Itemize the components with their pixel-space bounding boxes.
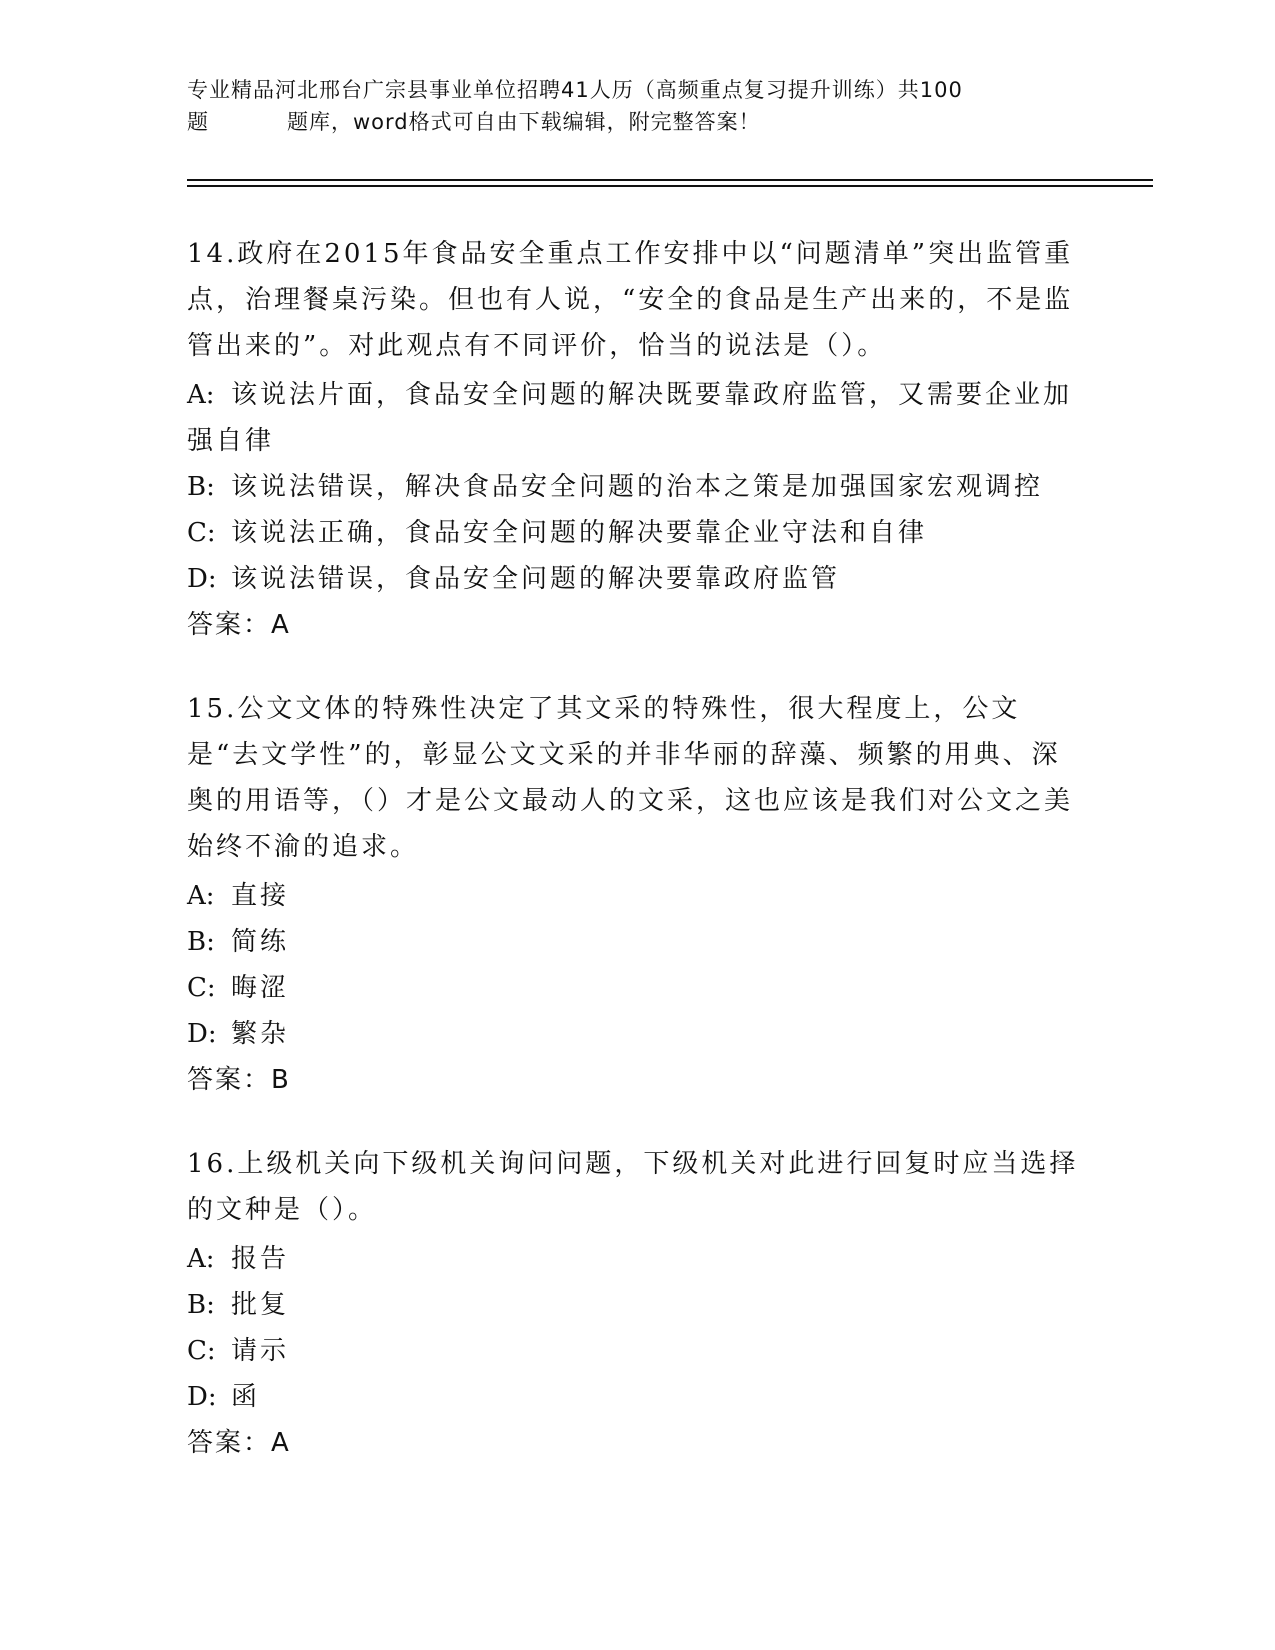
question-16 <box>187 1141 1087 1466</box>
option-d <box>187 1374 1087 1420</box>
document-header <box>187 74 1087 138</box>
option-text: 该说法片面，食品安全问题的解决既要靠政府监管，又需要企业加强自律 <box>187 380 1073 456</box>
option-text: 晦涩 <box>231 973 290 1003</box>
option-d <box>187 1011 1087 1057</box>
answer-line: 答案：A <box>187 1428 291 1458</box>
option-letter: C: <box>187 518 216 548</box>
option-text: 报告 <box>231 1244 290 1274</box>
option-letter: B: <box>187 1290 215 1320</box>
option-b <box>187 1282 1087 1328</box>
option-a <box>187 873 1087 919</box>
header-title-line-2 <box>187 106 1087 138</box>
option-letter: D: <box>187 1382 217 1412</box>
option-text: 该说法错误，解决食品安全问题的治本之策是加强国家宏观调控 <box>231 472 1044 502</box>
option-text: 简练 <box>231 927 290 957</box>
option-c <box>187 1328 1087 1374</box>
option-letter: A: <box>187 1244 215 1274</box>
header-title-line-1: 专业精品河北邢台广宗县事业单位招聘41人历（高频重点复习提升训练）共100 <box>187 78 963 102</box>
header-title-rest: 题库，word格式可自由下载编辑，附完整答案！ <box>287 110 761 134</box>
answer-line: 答案：A <box>187 610 291 640</box>
question-stem: 14.政府在2015年食品安全重点工作安排中以“问题清单”突出监管重点，治理餐桌污染。但也有人说，“安全的食品是生产出来的，不是监管出来的”。对此观点有不同评价，恰当的说法是（）。 <box>187 239 1074 361</box>
option-letter: B: <box>187 927 215 957</box>
header-divider-bottom <box>187 185 1153 187</box>
option-letter: B: <box>187 472 215 502</box>
option-letter: C: <box>187 973 216 1003</box>
option-text: 函 <box>231 1382 261 1412</box>
question-15 <box>187 686 1087 1103</box>
option-text: 批复 <box>231 1290 290 1320</box>
header-divider-top <box>187 179 1153 181</box>
question-stem: 16.上级机关向下级机关询问问题，下级机关对此进行回复时应当选择的文种是（）。 <box>187 1149 1079 1225</box>
question-14 <box>187 231 1087 648</box>
option-a <box>187 372 1087 464</box>
option-letter: A: <box>187 881 215 911</box>
option-letter: D: <box>187 564 217 594</box>
option-letter: C: <box>187 1336 216 1366</box>
option-text: 直接 <box>231 881 290 911</box>
option-text: 繁杂 <box>231 1019 290 1049</box>
answer-line: 答案：B <box>187 1065 291 1095</box>
option-c <box>187 965 1087 1011</box>
option-letter: A: <box>187 380 215 410</box>
option-c <box>187 510 1087 556</box>
option-text: 该说法正确，食品安全问题的解决要靠企业守法和自律 <box>231 518 928 548</box>
option-d <box>187 556 1087 602</box>
option-text: 请示 <box>231 1336 290 1366</box>
option-letter: D: <box>187 1019 217 1049</box>
question-stem: 15.公文文体的特殊性决定了其文采的特殊性，很大程度上，公文是“去文学性”的，彰显公文文采的并非华丽的辞藻、频繁的用典、深奥的用语等，（）才是公文最动人的文采，这也应该是我们对公文之美始终不渝的追求。 <box>187 694 1074 862</box>
option-b <box>187 919 1087 965</box>
option-text: 该说法错误，食品安全问题的解决要靠政府监管 <box>231 564 841 594</box>
option-a <box>187 1236 1087 1282</box>
option-b <box>187 464 1087 510</box>
header-title-prefix: 题 <box>187 110 209 134</box>
